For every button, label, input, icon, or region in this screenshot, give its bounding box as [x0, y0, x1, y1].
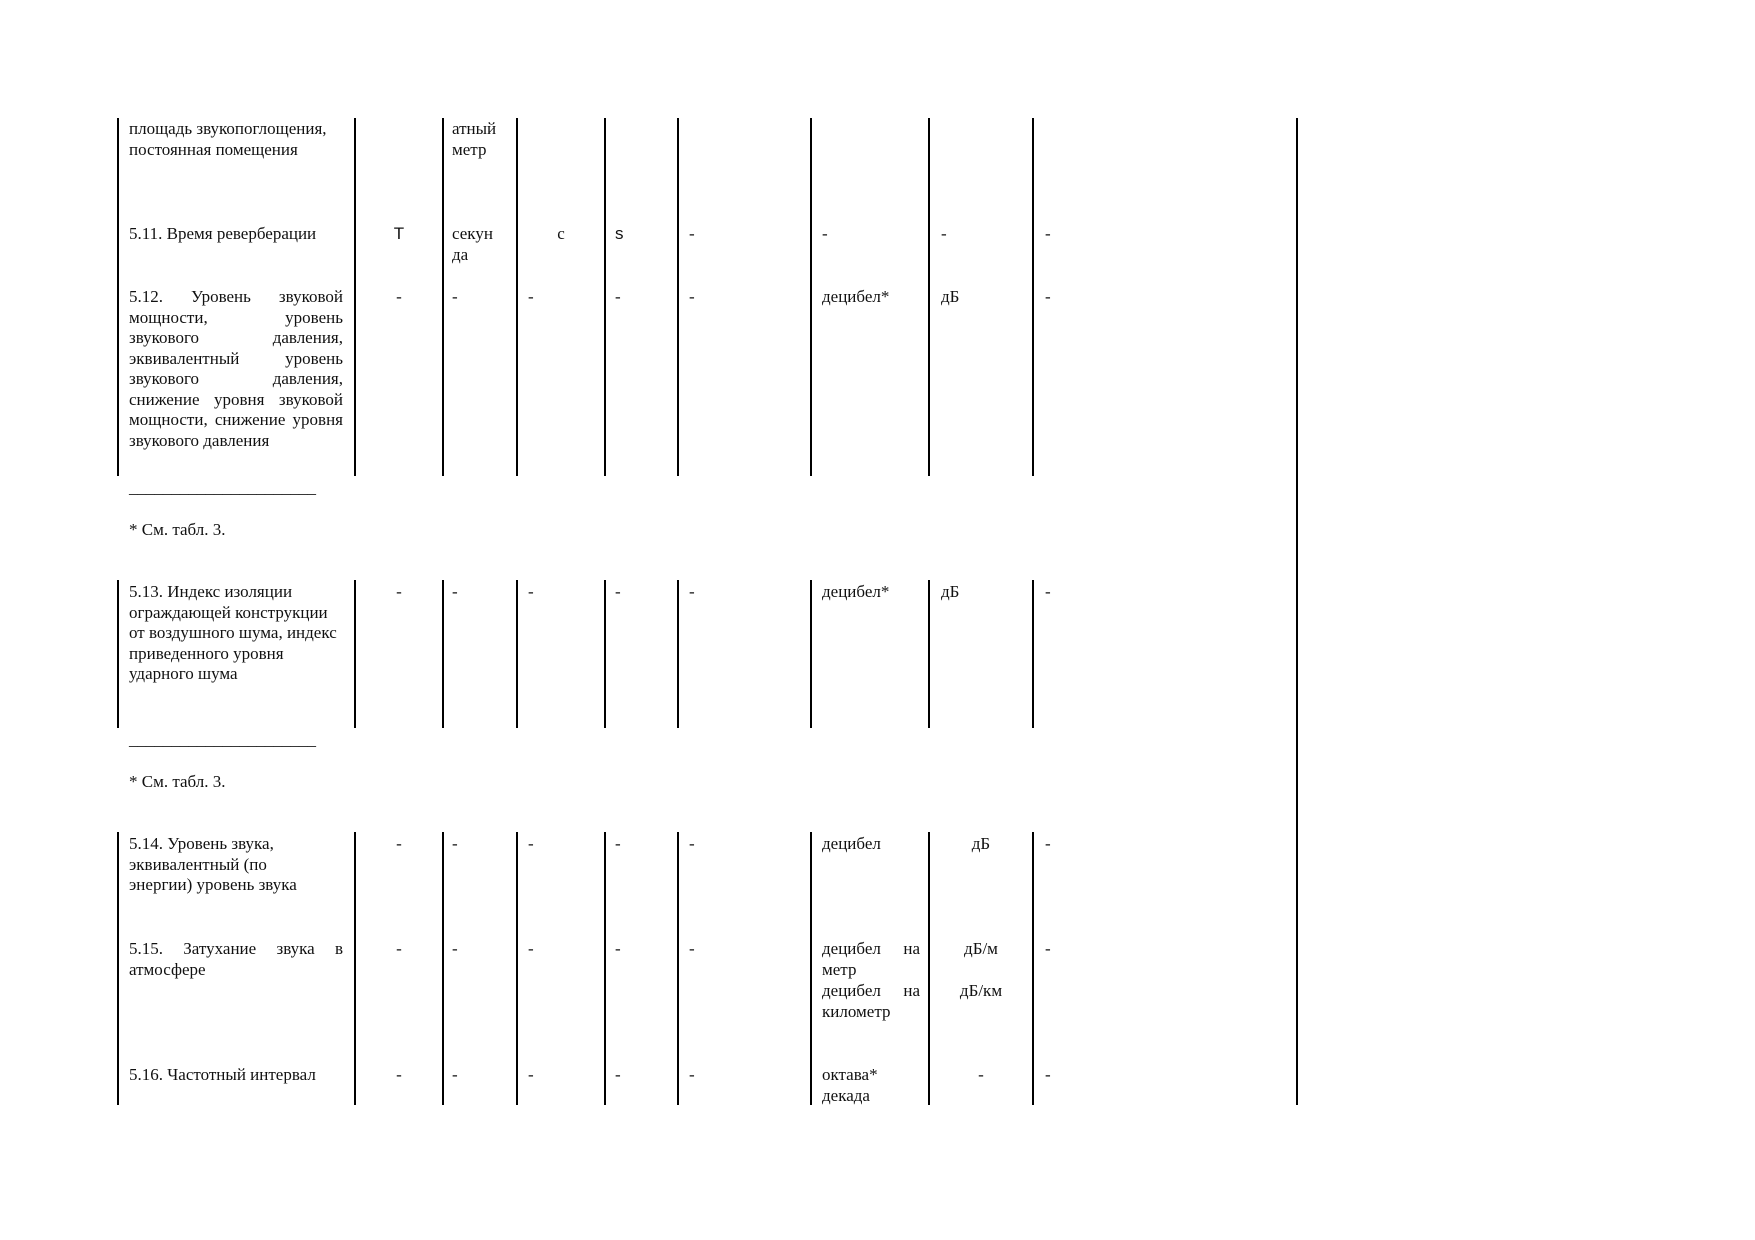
row-col9: - [1045, 834, 1051, 853]
col-divider [928, 118, 930, 476]
row-col8: дБ [941, 287, 960, 306]
row-name: 5.13. Индекс изоляции ограждающей конструкции от воздушного шума, индекс приведенного уровня ударного шума [129, 582, 337, 683]
row-col9: - [1045, 224, 1051, 243]
row-col6: - [689, 287, 695, 306]
col-divider [442, 832, 444, 1105]
row-col8-b: дБ/км [959, 981, 1003, 1000]
row-unit-ru: - [528, 939, 534, 958]
row-col6: - [689, 582, 695, 601]
row-symbol: - [396, 1065, 402, 1084]
row-col7-b: децибел на километр [822, 981, 920, 1021]
col-divider [442, 118, 444, 476]
row-col7-a: децибел на метр [822, 939, 920, 979]
row-unit-ru: - [528, 287, 534, 306]
col-divider [516, 832, 518, 1105]
row-unit-int: s [615, 224, 624, 243]
row-name: 5.11. Время реверберации [129, 224, 317, 243]
row-col8: - [978, 1065, 984, 1084]
row-col7: децибел* [822, 582, 890, 601]
row-unit-name: - [452, 1065, 458, 1084]
row-unit-name: - [452, 939, 458, 958]
row-name: 5.15. Затухание звука в атмосфере [129, 939, 343, 979]
row-unit-name: - [452, 582, 458, 601]
col-divider [516, 580, 518, 728]
row-col8: дБ [971, 834, 991, 853]
col-divider [1032, 118, 1034, 476]
col-divider [604, 832, 606, 1105]
col-divider [604, 580, 606, 728]
row-col9: - [1045, 1065, 1051, 1084]
col-divider [516, 118, 518, 476]
col-divider [810, 832, 812, 1105]
row-col6: - [689, 1065, 695, 1084]
row-unit-ru: - [528, 1065, 534, 1084]
footnote-rule: ______________________ [129, 730, 316, 749]
table-border-left [117, 832, 119, 1105]
col-divider [1032, 832, 1034, 1105]
footnote: * См. табл. 3. [129, 520, 226, 539]
footnote: * См. табл. 3. [129, 772, 226, 791]
col-divider [810, 580, 812, 728]
col-divider [677, 832, 679, 1105]
col-divider [442, 580, 444, 728]
row-unit-int: - [615, 582, 621, 601]
row-unit-int: - [615, 1065, 621, 1084]
row-col6: - [689, 939, 695, 958]
row-name: площадь звукопоглощения, постоянная помещения [129, 119, 327, 159]
row-symbol: T [393, 224, 405, 243]
row-col9: - [1045, 939, 1051, 958]
row-col7: децибел* [822, 287, 890, 306]
table-border-left [117, 118, 119, 476]
row-col8-a: дБ/м [964, 939, 998, 958]
row-unit-int: - [615, 834, 621, 853]
table-border-right [1296, 118, 1298, 1105]
row-col7: - [822, 224, 828, 243]
col-divider [677, 580, 679, 728]
row-name: 5.14. Уровень звука, эквивалентный (по энергии) уровень звука [129, 834, 297, 894]
row-unit-name: - [452, 287, 458, 306]
row-col7: октава* декада [822, 1065, 878, 1105]
footnote-rule: ______________________ [129, 478, 316, 497]
row-col6: - [689, 224, 695, 243]
col-divider [1032, 580, 1034, 728]
row-col9: - [1045, 287, 1051, 306]
col-divider [810, 118, 812, 476]
row-unit-int: - [615, 939, 621, 958]
row-col6: - [689, 834, 695, 853]
row-unit-ru: с [557, 224, 565, 243]
row-col9: - [1045, 582, 1051, 601]
col-divider [604, 118, 606, 476]
table-border-left [117, 580, 119, 728]
row-name: 5.16. Частотный интервал [129, 1065, 316, 1084]
col-divider [928, 580, 930, 728]
row-unit-ru: - [528, 834, 534, 853]
col-divider [677, 118, 679, 476]
row-unit-name: секун да [452, 224, 493, 264]
row-unit-ru: - [528, 582, 534, 601]
row-symbol: - [396, 939, 402, 958]
row-symbol: - [396, 834, 402, 853]
row-name: 5.12. Уровень звуковой мощности, уровень звукового давления, эквивалентный уровень звукового давления, снижение уровня звуковой мощности, снижение уровня звукового давления [129, 287, 343, 450]
row-col7: децибел [822, 834, 881, 853]
row-col8: - [941, 224, 947, 243]
row-symbol: - [396, 287, 402, 306]
row-unit-name: атный метр [452, 119, 497, 159]
row-col8: дБ [941, 582, 960, 601]
row-symbol: - [396, 582, 402, 601]
row-unit-name: - [452, 834, 458, 853]
row-unit-int: - [615, 287, 621, 306]
